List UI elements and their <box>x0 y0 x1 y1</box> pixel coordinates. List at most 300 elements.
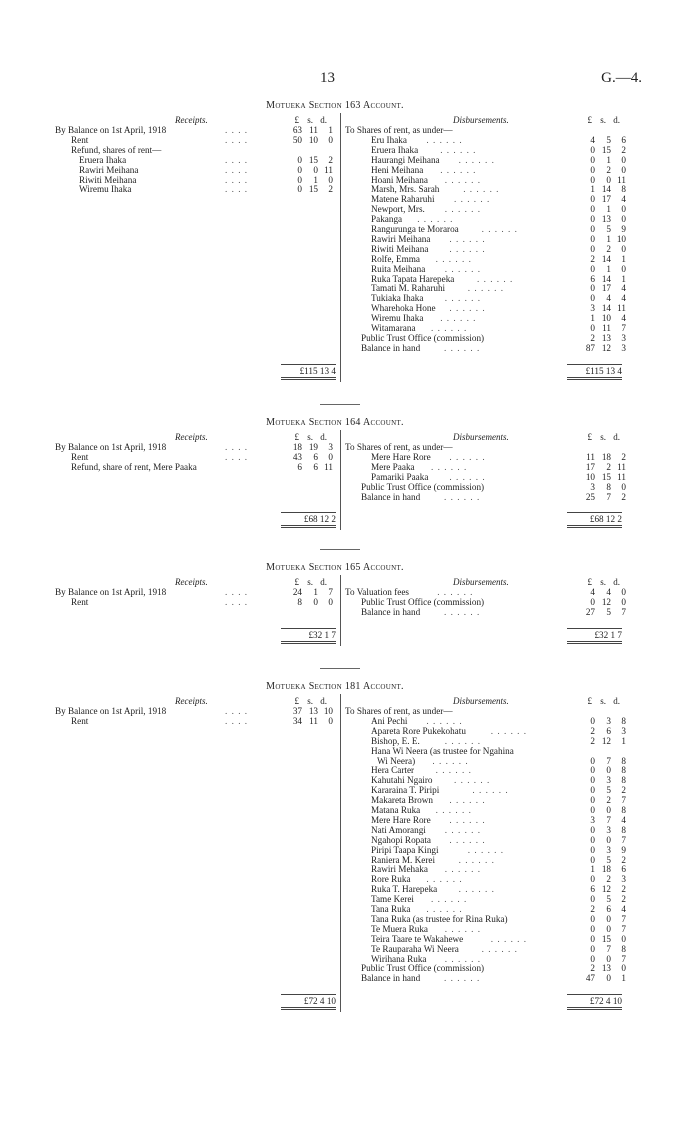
amount-pence: 8 <box>621 775 626 786</box>
column-divider <box>340 113 341 382</box>
amount-pence: 0 <box>328 451 333 462</box>
amount-shillings: 14 <box>601 253 611 264</box>
receipt-row <box>55 717 340 727</box>
amount-pence: 8 <box>621 755 626 766</box>
amount-pence: 6 <box>621 134 626 145</box>
amount-pounds: 0 <box>590 913 595 924</box>
amount-pounds: 0 <box>590 795 595 806</box>
leader-dots: . . . . <box>225 174 249 185</box>
amount-pence: 2 <box>621 854 626 865</box>
amount-shillings: 18 <box>601 451 611 462</box>
disbursement-label: Matene Raharuhi <box>371 194 435 205</box>
total-value: £115 13 4 <box>585 365 622 376</box>
currency-pound: £ <box>294 115 299 125</box>
leader-dots: . . . . . . <box>458 855 495 865</box>
currency-pence: d. <box>613 577 620 587</box>
currency-pence: d. <box>320 115 327 125</box>
amount-pounds: 34 <box>292 715 302 726</box>
amount-pounds: 18 <box>292 442 302 452</box>
receipt-label: Rent <box>71 596 89 607</box>
amount-pence: 4 <box>621 313 626 324</box>
leader-dots: . . . . . . <box>463 185 500 195</box>
receipt-row <box>55 185 340 195</box>
amount-shillings: 5 <box>606 224 611 234</box>
amount-shillings: 5 <box>606 854 611 865</box>
leader-dots: . . . . . . <box>426 905 463 914</box>
amount-pounds: 0 <box>590 154 595 165</box>
total-double-rule <box>281 377 336 380</box>
amount-pence: 2 <box>621 451 626 462</box>
amount-shillings: 8 <box>606 481 611 492</box>
leader-dots: . . . . . . <box>431 462 468 472</box>
amount-pounds: 0 <box>590 943 595 954</box>
receipts-currency-header <box>285 116 330 126</box>
receipt-label: Wiremu Ihaka <box>79 184 132 195</box>
amount-pounds: 0 <box>590 805 595 815</box>
amount-pence: 7 <box>621 606 626 617</box>
leader-dots: . . . . . . <box>454 195 491 205</box>
amount-pence: 0 <box>621 204 626 215</box>
amount-pounds: 4 <box>590 134 595 145</box>
disbursements-currency-header <box>578 116 623 126</box>
amount-shillings: 0 <box>606 805 611 815</box>
amount-pence: 3 <box>621 332 626 343</box>
currency-pound: £ <box>294 577 299 587</box>
amount-pence: 4 <box>621 814 626 825</box>
disbursement-label: Ruita Meihana <box>371 263 426 274</box>
amount-pounds: 2 <box>590 963 595 974</box>
amount-pounds: 0 <box>590 894 595 905</box>
disbursements-heading: Disbursements. <box>453 432 509 442</box>
disbursement-label: Riwiti Meihana <box>371 243 429 254</box>
disbursement-label: Hoani Meihana <box>371 174 428 185</box>
amount-pence: 2 <box>621 894 626 905</box>
amount-pence: 0 <box>621 154 626 165</box>
disbursement-label: Public Trust Office (commission) <box>361 481 485 492</box>
amount-pence: 1 <box>621 735 626 746</box>
disbursement-label: Mere Hare Rore <box>371 814 431 825</box>
disbursements-total <box>567 994 622 1008</box>
leader-dots: . . . . . . <box>444 205 482 215</box>
leader-dots: . . . . . . <box>444 825 482 835</box>
amount-pence: 11 <box>324 461 333 472</box>
amount-pence: 0 <box>328 134 333 145</box>
amount-pence: 4 <box>621 293 626 304</box>
leader-dots: . . . . . . <box>440 314 477 324</box>
amount-pounds: 47 <box>585 973 595 984</box>
leader-dots: . . . . . . <box>440 165 477 175</box>
amount-shillings: 13 <box>601 332 611 343</box>
disbursement-label: Te Rauparaha Wi Neera <box>371 943 459 954</box>
leader-dots: . . . . . . <box>449 234 486 244</box>
receipts-total <box>281 628 336 642</box>
amount-shillings: 7 <box>606 755 611 766</box>
leader-dots: . . . . . . <box>467 845 505 855</box>
leader-dots: . . . . <box>225 715 249 726</box>
leader-dots: . . . . <box>225 125 249 135</box>
disbursement-label: To Valuation fees <box>345 587 409 597</box>
disbursement-label: Balance in hand <box>361 606 421 617</box>
amount-shillings: 6 <box>606 725 611 736</box>
currency-pence: d. <box>320 432 327 442</box>
amount-shillings: 0 <box>606 923 611 934</box>
total-double-rule <box>567 641 622 644</box>
leader-dots: . . . . . . <box>435 766 472 776</box>
amount-pence: 0 <box>621 481 626 492</box>
disbursement-label: Wharehoka Hone <box>371 303 436 314</box>
amount-pence: 1 <box>621 273 626 284</box>
page-number: 13 <box>320 70 335 86</box>
currency-shilling: s. <box>600 432 606 442</box>
amount-pounds: 0 <box>590 596 595 607</box>
amount-shillings: 15 <box>601 933 611 944</box>
leader-dots: . . . . . . <box>437 588 474 597</box>
receipts-heading: Receipts. <box>175 432 208 442</box>
disbursement-label: Pamariki Paaka <box>371 471 429 482</box>
amount-pounds: 0 <box>590 293 595 304</box>
amount-pounds: 3 <box>590 814 595 825</box>
amount-pence: 1 <box>328 125 333 135</box>
amount-pence: 0 <box>621 243 626 254</box>
total-rule <box>281 628 336 629</box>
amount-pounds: 17 <box>585 461 595 472</box>
total-value: £68 12 2 <box>589 514 622 525</box>
amount-pounds: 63 <box>292 125 302 135</box>
receipt-label: Refund, shares of rent— <box>71 144 162 155</box>
page-header <box>0 70 700 90</box>
amount-pence: 0 <box>621 587 626 597</box>
amount-pounds: 0 <box>590 144 595 155</box>
currency-pound: £ <box>294 696 299 706</box>
disbursement-label: Rawiri Meihana <box>371 233 431 244</box>
amount-shillings: 3 <box>606 715 611 726</box>
column-divider <box>340 430 341 530</box>
disbursements-currency-header <box>578 697 623 707</box>
disbursement-label: Piripi Taapa Kingi <box>371 844 439 855</box>
currency-pound: £ <box>294 432 299 442</box>
amount-pounds: 0 <box>590 755 595 766</box>
disbursement-label: Mere Paaka <box>371 461 415 472</box>
amount-shillings: 5 <box>606 894 611 905</box>
amount-pence: 11 <box>617 303 626 314</box>
amount-shillings: 2 <box>606 243 611 254</box>
amount-pence: 0 <box>621 933 626 944</box>
amount-pounds: 0 <box>590 775 595 786</box>
account-title: Motueka Section 163 Account. <box>266 100 404 111</box>
amount-pounds: 0 <box>590 283 595 294</box>
disbursement-label: Newport, Mrs. <box>371 204 425 215</box>
leader-dots: . . . . . . <box>481 944 518 954</box>
disbursement-label: Ngahopi Ropata <box>371 834 431 845</box>
amount-shillings: 0 <box>313 596 318 607</box>
amount-pence: 11 <box>617 471 626 482</box>
amount-pounds: 11 <box>586 451 595 462</box>
amount-pounds: 0 <box>590 204 595 215</box>
leader-dots: . . . . . . <box>444 343 481 353</box>
amount-pounds: 87 <box>585 342 595 353</box>
amount-pence: 1 <box>621 253 626 264</box>
total-value: £32 1 7 <box>308 629 336 640</box>
amount-pounds: 0 <box>590 854 595 865</box>
amount-shillings: 0 <box>606 174 611 185</box>
column-divider <box>340 694 341 1012</box>
disbursements-heading: Disbursements. <box>453 115 509 125</box>
amount-shillings: 14 <box>601 303 611 314</box>
leader-dots: . . . . . . <box>449 796 486 806</box>
section-separator <box>320 668 360 669</box>
total-value: £72 4 10 <box>303 996 336 1007</box>
amount-shillings: 5 <box>606 785 611 796</box>
currency-shilling: s. <box>307 115 313 125</box>
disbursement-label: Tamati M. Raharuhi <box>371 283 446 294</box>
amount-pence: 0 <box>621 263 626 274</box>
amount-shillings: 2 <box>606 874 611 885</box>
amount-pence: 7 <box>621 795 626 806</box>
amount-pence: 11 <box>324 164 333 175</box>
leader-dots: . . . . . . <box>426 135 463 145</box>
amount-pence: 8 <box>621 184 626 195</box>
amount-shillings: 5 <box>606 606 611 617</box>
amount-pence: 3 <box>621 874 626 885</box>
amount-shillings: 2 <box>606 461 611 472</box>
disbursement-label: Rangurunga te Moraroa <box>371 224 459 234</box>
amount-pence: 0 <box>621 963 626 974</box>
amount-shillings: 12 <box>601 596 611 607</box>
currency-pence: d. <box>613 696 620 706</box>
leader-dots: . . . . . . <box>449 304 486 314</box>
receipts-total <box>281 364 336 378</box>
disbursement-label: Hana Wi Neera (as trustee for Ngahina <box>371 745 514 756</box>
amount-shillings: 1 <box>606 204 611 215</box>
amount-pounds: 0 <box>590 834 595 845</box>
amount-shillings: 2 <box>606 795 611 806</box>
total-double-rule <box>567 525 622 528</box>
currency-pence: d. <box>320 577 327 587</box>
total-double-rule <box>567 1007 622 1010</box>
amount-shillings: 15 <box>601 471 611 482</box>
disbursement-label: Eruera Ihaka <box>371 144 419 155</box>
amount-pence: 11 <box>617 174 626 185</box>
amount-pounds: 0 <box>590 953 595 964</box>
leader-dots: . . . . . . <box>440 145 477 155</box>
disbursement-label: Public Trust Office (commission) <box>361 332 485 343</box>
amount-shillings: 0 <box>606 973 611 984</box>
disbursement-row <box>345 974 645 984</box>
leader-dots: . . . . . . <box>444 264 482 274</box>
disbursement-label: To Shares of rent, as under— <box>345 125 453 135</box>
amount-pounds: 1 <box>590 313 595 324</box>
receipts-heading: Receipts. <box>175 696 208 706</box>
leader-dots: . . . . . . <box>481 225 518 234</box>
disbursement-row <box>345 608 645 618</box>
leader-dots: . . . . . . <box>458 885 495 895</box>
amount-pence: 10 <box>323 706 333 716</box>
amount-pence: 7 <box>328 587 333 597</box>
amount-pence: 8 <box>621 765 626 776</box>
amount-pounds: 3 <box>590 481 595 492</box>
amount-shillings: 1 <box>606 263 611 274</box>
disbursement-label: Wiremu Ihaka <box>371 313 424 324</box>
amount-pounds: 0 <box>297 174 302 185</box>
total-double-rule <box>281 525 336 528</box>
total-rule <box>567 512 622 513</box>
amount-pence: 2 <box>621 884 626 895</box>
amount-pence: 10 <box>616 233 626 244</box>
amount-shillings: 4 <box>606 293 611 304</box>
disbursement-label: Wi Neera) <box>377 755 416 766</box>
amount-pence: 0 <box>621 214 626 225</box>
amount-pounds: 0 <box>590 923 595 934</box>
total-rule <box>567 628 622 629</box>
receipt-label: Rent <box>71 134 89 145</box>
disbursement-label: Witamarana <box>371 323 416 333</box>
disbursement-label: To Shares of rent, as under— <box>345 442 453 452</box>
amount-pence: 6 <box>621 864 626 875</box>
amount-pounds: 0 <box>590 874 595 885</box>
total-value: £72 4 10 <box>589 996 622 1007</box>
total-value: £32 1 7 <box>594 629 622 640</box>
receipts-currency-header <box>285 433 330 443</box>
amount-shillings: 6 <box>606 904 611 914</box>
amount-pounds: 8 <box>297 596 302 607</box>
currency-pound: £ <box>587 115 592 125</box>
amount-pence: 8 <box>621 715 626 726</box>
amount-shillings: 7 <box>606 491 611 502</box>
disbursement-row <box>345 344 645 354</box>
leader-dots: . . . . . . <box>432 756 469 766</box>
total-value: £68 12 2 <box>303 514 336 525</box>
disbursement-label: To Shares of rent, as under— <box>345 706 453 716</box>
amount-shillings: 13 <box>308 706 318 716</box>
disbursement-label: Public Trust Office (commission) <box>361 596 485 607</box>
amount-pounds: 0 <box>297 184 302 195</box>
amount-pounds: 0 <box>590 233 595 244</box>
amount-shillings: 7 <box>606 814 611 825</box>
leader-dots: . . . . . . <box>444 492 481 502</box>
amount-pounds: 2 <box>590 725 595 736</box>
leader-dots: . . . . . . <box>449 835 486 845</box>
amount-pounds: 0 <box>590 224 595 234</box>
amount-pounds: 25 <box>585 491 595 502</box>
disbursement-label: Eru Ihaka <box>371 134 407 145</box>
section-separator <box>320 549 360 550</box>
amount-shillings: 12 <box>601 735 611 746</box>
amount-pounds: 24 <box>292 587 302 597</box>
amount-shillings: 3 <box>606 844 611 855</box>
amount-pence: 7 <box>621 913 626 924</box>
amount-pence: 0 <box>328 715 333 726</box>
amount-shillings: 0 <box>606 765 611 776</box>
amount-pounds: 27 <box>585 606 595 617</box>
leader-dots: . . . . . . <box>467 284 505 294</box>
disbursement-label: Ruka Tapata Harepeka <box>371 273 455 284</box>
document-reference: G.—4. <box>601 70 642 86</box>
amount-pounds: 0 <box>590 194 595 205</box>
amount-pounds: 2 <box>590 253 595 264</box>
amount-shillings: 4 <box>606 587 611 597</box>
leader-dots: . . . . . . <box>449 452 486 462</box>
disbursement-label: Tana Ruka (as trustee for Rina Ruka) <box>371 913 508 924</box>
amount-pence: 7 <box>621 953 626 964</box>
currency-pence: d. <box>320 696 327 706</box>
currency-shilling: s. <box>307 577 313 587</box>
amount-pence: 0 <box>621 596 626 607</box>
section-separator <box>320 404 360 405</box>
amount-shillings: 13 <box>601 963 611 974</box>
amount-pence: 3 <box>328 442 333 452</box>
leader-dots: . . . . . . <box>444 175 482 185</box>
receipt-label: By Balance on 1st April, 1918 <box>55 706 167 716</box>
leader-dots: . . . . . . <box>458 155 495 165</box>
receipt-label: By Balance on 1st April, 1918 <box>55 442 167 452</box>
amount-pounds: 0 <box>590 243 595 254</box>
leader-dots: . . . . . . <box>444 924 482 934</box>
amount-shillings: 18 <box>601 864 611 875</box>
leader-dots: . . . . . . <box>426 716 463 726</box>
disbursement-label: Kahutahi Ngairo <box>371 775 433 786</box>
amount-shillings: 10 <box>308 134 318 145</box>
amount-pence: 0 <box>621 164 626 175</box>
disbursement-label: Wirihana Ruka <box>371 953 427 964</box>
leader-dots: . . . . . . <box>435 254 472 264</box>
amount-pounds: 6 <box>297 461 302 472</box>
leader-dots: . . . . . . <box>444 865 482 875</box>
amount-pounds: 1 <box>590 184 595 195</box>
amount-shillings: 1 <box>313 174 318 185</box>
amount-pence: 9 <box>621 224 626 234</box>
disbursements-total <box>567 512 622 526</box>
disbursement-label: Apareta Rore Pukekohatu <box>371 725 466 736</box>
amount-shillings: 5 <box>606 134 611 145</box>
amount-pence: 7 <box>621 923 626 934</box>
amount-shillings: 15 <box>601 144 611 155</box>
disbursement-label: Pakanga <box>371 214 403 225</box>
currency-shilling: s. <box>600 115 606 125</box>
amount-pence: 2 <box>621 144 626 155</box>
leader-dots: . . . . <box>225 184 249 195</box>
currency-shilling: s. <box>307 696 313 706</box>
amount-pounds: 0 <box>590 824 595 835</box>
amount-pounds: 0 <box>590 164 595 175</box>
amount-pence: 4 <box>621 194 626 205</box>
amount-shillings: 17 <box>601 283 611 294</box>
amount-shillings: 14 <box>601 184 611 195</box>
amount-shillings: 2 <box>606 164 611 175</box>
disbursement-label: Nati Amorangi <box>371 824 426 835</box>
leader-dots: . . . . <box>225 706 249 716</box>
amount-pence: 8 <box>621 805 626 815</box>
amount-shillings: 1 <box>606 233 611 244</box>
leader-dots: . . . . <box>225 587 249 597</box>
leader-dots: . . . . . . <box>454 776 491 786</box>
amount-pounds: 10 <box>585 471 595 482</box>
amount-shillings: 17 <box>601 194 611 205</box>
amount-pence: 2 <box>328 184 333 195</box>
total-rule <box>567 364 622 365</box>
amount-pounds: 0 <box>297 164 302 175</box>
receipts-heading: Receipts. <box>175 577 208 587</box>
leader-dots: . . . . . . <box>449 472 486 482</box>
receipts-currency-header <box>285 578 330 588</box>
currency-shilling: s. <box>600 577 606 587</box>
receipt-row <box>55 463 340 473</box>
leader-dots: . . . . . . <box>417 215 454 225</box>
amount-pounds: 2 <box>590 904 595 914</box>
disbursement-label: Hera Carter <box>371 765 415 776</box>
amount-pence: 9 <box>621 844 626 855</box>
leader-dots: . . . . <box>225 134 249 145</box>
leader-dots: . . . . . . <box>490 726 528 736</box>
